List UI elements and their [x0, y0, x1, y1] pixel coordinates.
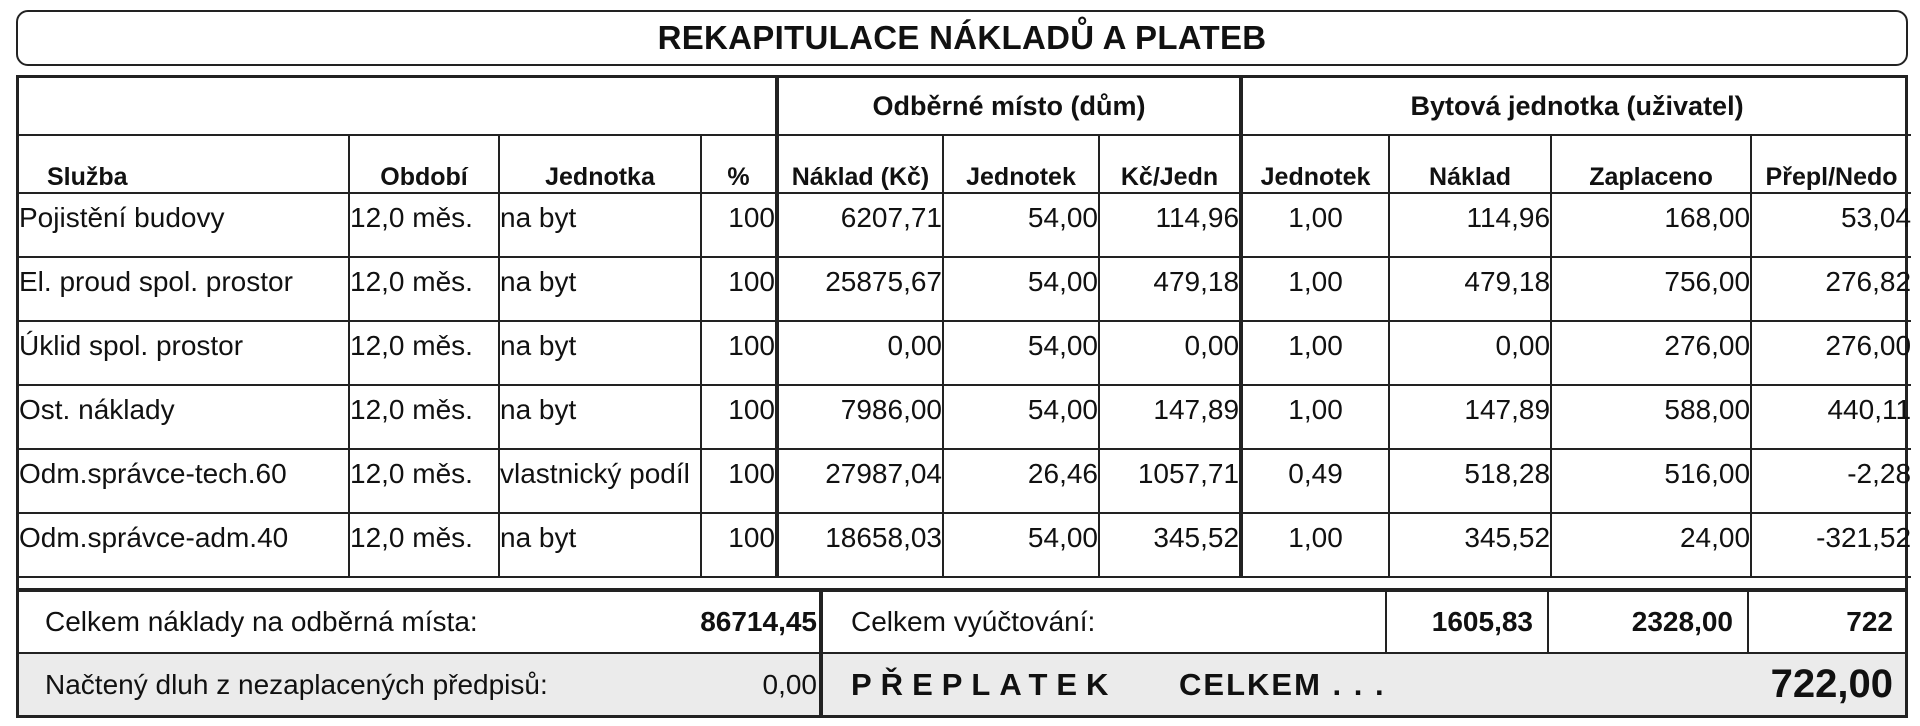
cell-naklad-kc: 18658,03 — [777, 513, 943, 577]
celkem-zaplaceno-value: 2328,00 — [1631, 606, 1733, 637]
group-header-odberne-misto: Odběrné místo (dům) — [777, 78, 1241, 135]
cell-naklad-kc: 27987,04 — [777, 449, 943, 513]
cell-obdobi: 12,0 měs. — [349, 449, 499, 513]
celkem-naklad-value: 1605,83 — [1431, 606, 1533, 637]
preplatek-total-value: 722,00 — [1770, 662, 1893, 706]
cell-jednotka: na byt — [499, 385, 701, 449]
recap-table — [19, 78, 1911, 578]
cell-zaplaceno: 168,00 — [1551, 193, 1751, 257]
cell-naklad: 518,28 — [1389, 449, 1551, 513]
cell-zaplaceno: 24,00 — [1551, 513, 1751, 577]
col-header-kc-jedn: Kč/Jedn — [1099, 135, 1241, 193]
cell-jednotek-uzivatel: 1,00 — [1241, 257, 1389, 321]
cell-pct: 100 — [701, 385, 777, 449]
cell-zaplaceno: 276,00 — [1551, 321, 1751, 385]
col-header-jednotek: Jednotek — [943, 135, 1099, 193]
group-header-left — [19, 78, 777, 135]
summary-section — [19, 588, 1905, 715]
column-header-row — [19, 135, 1911, 193]
cell-jednotek: 54,00 — [943, 257, 1099, 321]
cell-sluzba: Pojistění budovy — [19, 193, 349, 257]
cell-naklad-kc: 7986,00 — [777, 385, 943, 449]
col-header-sluzba: Služba — [19, 135, 349, 193]
cell-jednotek-uzivatel: 0,49 — [1241, 449, 1389, 513]
dluh-label: Načtený dluh z nezaplacených předpisů: — [45, 668, 548, 700]
cell-obdobi: 12,0 měs. — [349, 193, 499, 257]
cell-kc-jedn: 114,96 — [1099, 193, 1241, 257]
cell-sluzba: Odm.správce-adm.40 — [19, 513, 349, 577]
cell-prepl-nedo: 440,11 — [1751, 385, 1911, 449]
cell-prepl-nedo: 276,00 — [1751, 321, 1911, 385]
col-header-obdobi: Období — [349, 135, 499, 193]
cell-jednotka: na byt — [499, 257, 701, 321]
cell-kc-jedn: 479,18 — [1099, 257, 1241, 321]
cell-jednotek: 54,00 — [943, 385, 1099, 449]
table-body — [19, 193, 1911, 577]
cell-sluzba: Úklid spol. prostor — [19, 321, 349, 385]
cell-jednotka: na byt — [499, 193, 701, 257]
cell-jednotek: 54,00 — [943, 321, 1099, 385]
recap-table-frame — [16, 75, 1912, 718]
celkem-word: CELKEM . . . — [1179, 666, 1386, 702]
cell-obdobi: 12,0 měs. — [349, 513, 499, 577]
celkem-naklady-value: 86714,45 — [700, 606, 817, 637]
cell-sluzba: El. proud spol. prostor — [19, 257, 349, 321]
cell-naklad: 147,89 — [1389, 385, 1551, 449]
cell-pct: 100 — [701, 449, 777, 513]
cell-jednotek: 54,00 — [943, 513, 1099, 577]
cell-jednotek-uzivatel: 1,00 — [1241, 193, 1389, 257]
cell-pct: 100 — [701, 193, 777, 257]
cell-jednotek-uzivatel: 1,00 — [1241, 321, 1389, 385]
group-header-row — [19, 78, 1911, 135]
celkem-vyuctovani-label: Celkem vyúčtování: — [851, 606, 1096, 637]
table-row — [19, 257, 1911, 321]
cell-jednotek-uzivatel: 1,00 — [1241, 385, 1389, 449]
cell-jednotek: 26,46 — [943, 449, 1099, 513]
summary-row-preplatek — [19, 654, 1905, 715]
cell-prepl-nedo: -2,28 — [1751, 449, 1911, 513]
celkem-naklady-label: Celkem náklady na odběrná místa: — [45, 606, 478, 637]
cell-naklad-kc: 25875,67 — [777, 257, 943, 321]
cell-sluzba: Odm.správce-tech.60 — [19, 449, 349, 513]
table-row — [19, 385, 1911, 449]
cell-kc-jedn: 147,89 — [1099, 385, 1241, 449]
cell-obdobi: 12,0 měs. — [349, 385, 499, 449]
col-header-naklad: Náklad — [1389, 135, 1551, 193]
cell-jednotka: na byt — [499, 321, 701, 385]
cell-jednotka: na byt — [499, 513, 701, 577]
preplatek-word: PŘEPLATEK — [851, 666, 1118, 702]
col-header-jednotka: Jednotka — [499, 135, 701, 193]
cell-zaplaceno: 516,00 — [1551, 449, 1751, 513]
cell-pct: 100 — [701, 257, 777, 321]
cell-kc-jedn: 0,00 — [1099, 321, 1241, 385]
cell-jednotka: vlastnický podíl — [499, 449, 701, 513]
cell-kc-jedn: 1057,71 — [1099, 449, 1241, 513]
table-row — [19, 193, 1911, 257]
cell-pct: 100 — [701, 513, 777, 577]
cell-obdobi: 12,0 měs. — [349, 257, 499, 321]
cell-naklad: 114,96 — [1389, 193, 1551, 257]
cell-prepl-nedo: 276,82 — [1751, 257, 1911, 321]
cell-pct: 100 — [701, 321, 777, 385]
cell-zaplaceno: 588,00 — [1551, 385, 1751, 449]
cell-naklad-kc: 0,00 — [777, 321, 943, 385]
table-row — [19, 449, 1911, 513]
table-row — [19, 321, 1911, 385]
cell-naklad: 479,18 — [1389, 257, 1551, 321]
col-header-zaplaceno: Zaplaceno — [1551, 135, 1751, 193]
cell-obdobi: 12,0 měs. — [349, 321, 499, 385]
dluh-value: 0,00 — [762, 668, 817, 700]
col-header-naklad-kc: Náklad (Kč) — [777, 135, 943, 193]
table-row — [19, 513, 1911, 577]
cell-sluzba: Ost. náklady — [19, 385, 349, 449]
cell-kc-jedn: 345,52 — [1099, 513, 1241, 577]
cell-prepl-nedo: 53,04 — [1751, 193, 1911, 257]
summary-row-totals — [19, 592, 1905, 654]
group-header-bytova-jednotka: Bytová jednotka (uživatel) — [1241, 78, 1911, 135]
col-header-pct: % — [701, 135, 777, 193]
cell-zaplaceno: 756,00 — [1551, 257, 1751, 321]
cell-naklad: 0,00 — [1389, 321, 1551, 385]
cell-prepl-nedo: -321,52 — [1751, 513, 1911, 577]
cell-jednotek-uzivatel: 1,00 — [1241, 513, 1389, 577]
celkem-prepl-value: 722 — [1846, 606, 1893, 637]
page-title: REKAPITULACE NÁKLADŮ A PLATEB — [16, 10, 1908, 66]
col-header-jednotek-uzivatel: Jednotek — [1241, 135, 1389, 193]
cell-naklad: 345,52 — [1389, 513, 1551, 577]
cell-jednotek: 54,00 — [943, 193, 1099, 257]
cell-naklad-kc: 6207,71 — [777, 193, 943, 257]
col-header-prepl-nedo: Přepl/Nedo — [1751, 135, 1911, 193]
